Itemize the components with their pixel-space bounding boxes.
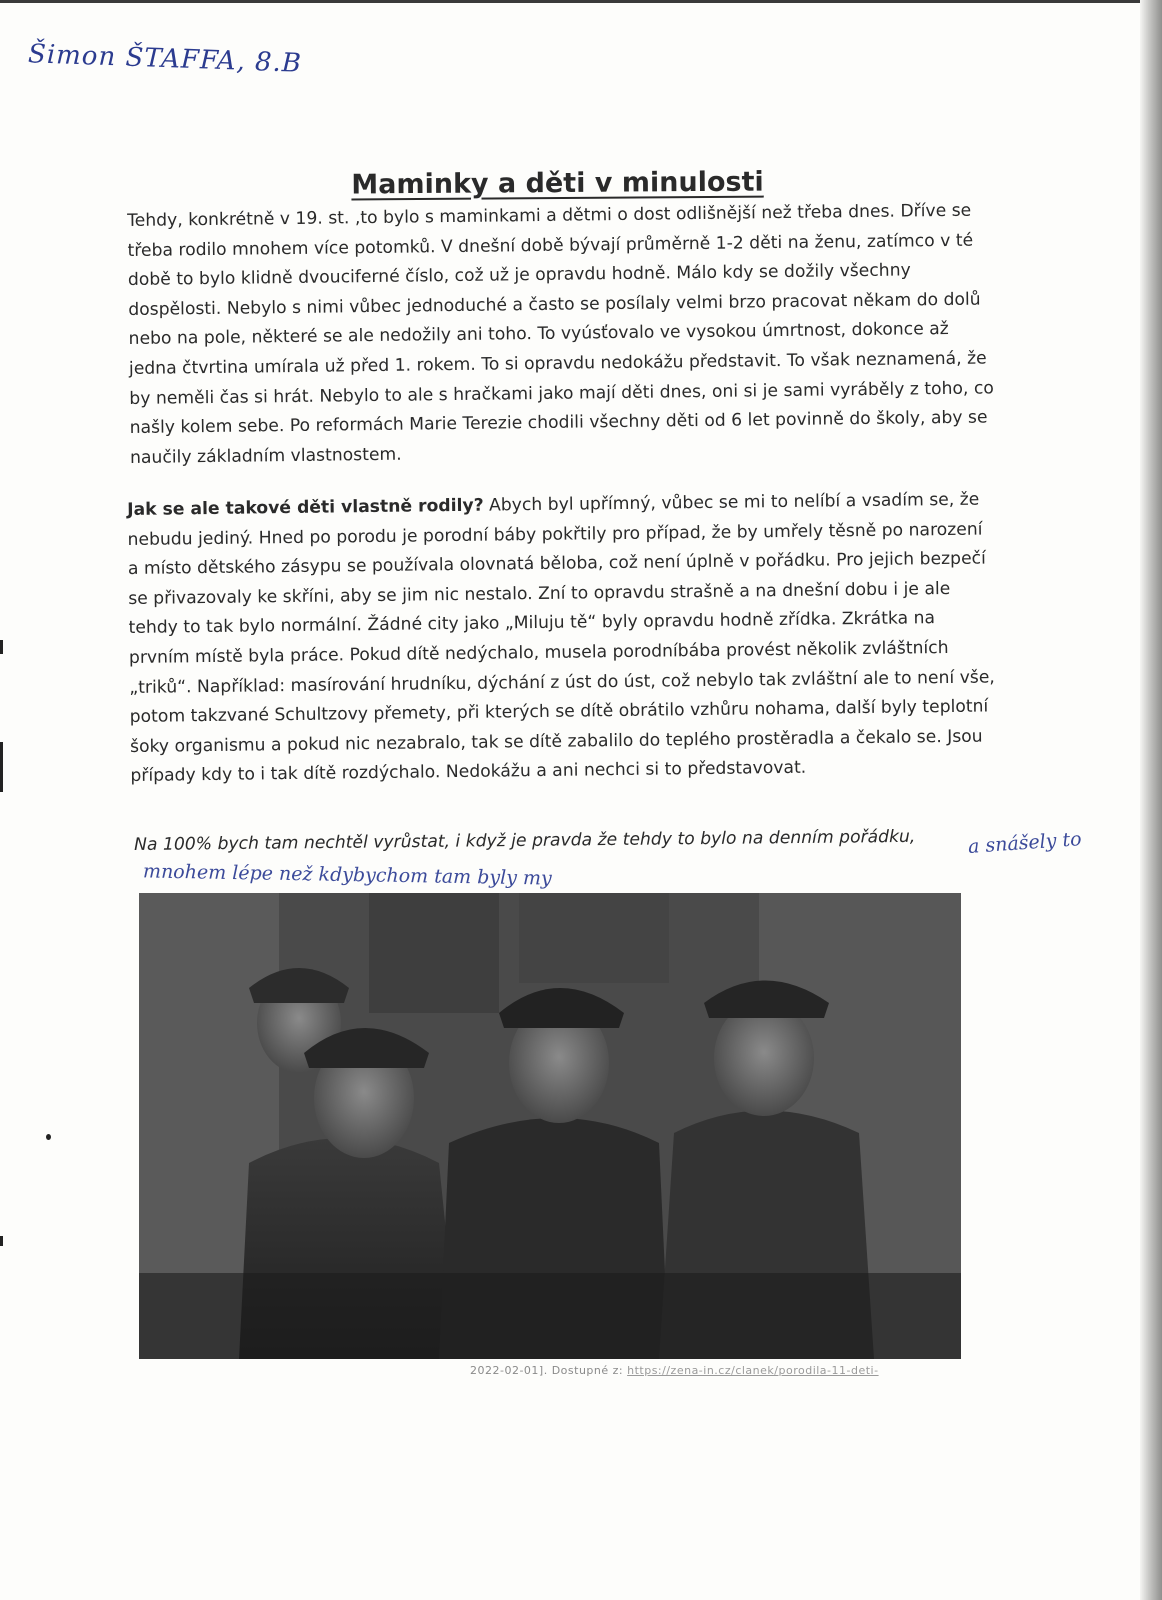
photo-illustration	[139, 893, 961, 1359]
paragraph-birth	[127, 485, 1001, 792]
handwritten-continuation-line: mnohem lépe než kdybychom tam byly my	[142, 860, 552, 890]
handwritten-continuation: a snášely to	[967, 828, 1083, 858]
paragraph-lead-question: Jak se ale takové děti vlastně rodily?	[127, 495, 484, 520]
document-title: Maminky a děti v minulosti	[351, 166, 764, 201]
scan-right-edge	[1140, 0, 1162, 1600]
paragraph-history: Tehdy, konkrétně v 19. st. ,to bylo s maminkami a dětmi o dost odlišnější než třeba dnes. Dříve se třeba rodilo mnohem více potomků. V dnešní době bývají průměrně 1-2 děti na ženu, zatímco v té době to bylo klidně dvouciferné číslo, což už je opravdu hodně. Málo kdy se dožily všechny dospělosti. Nebylo s nimi vůbec jednoduché a často se posílaly velmi brzo pracovat někam do dolů nebo na pole, některé se ale nedožily ani toho. To vyúsťovalo ve vysokou úmrtnost, dokonce až jedna čtvrtina umírala už před 1. rokem. To si opravdu nedokážu představit. To však neznamená, že by neměli čas si hrát. Nebylo to ale s hračkami jako mají děti dnes, oni si je sami vyráběly z toho, co našly kolem sebe. Po reformách Marie Terezie chodili všechny děti od 6 let povinně do školy, aby se naučily základním vlastnostem.	[127, 200, 994, 468]
handwritten-author-name: Šimon ŠTAFFA, 8.B	[27, 39, 303, 79]
scan-dot	[46, 1134, 51, 1140]
scan-mark	[0, 742, 3, 792]
conclusion-sentence: Na 100% bych tam nechtěl vyrůstat, i když je pravda že tehdy to bylo na denním pořádku,	[134, 826, 916, 855]
scan-top-border	[0, 0, 1162, 3]
photo-source-caption: 2022-02-01]. Dostupné z: https://zena-in.cz/clanek/porodila-11-deti-	[470, 1364, 879, 1377]
scan-mark	[0, 1236, 3, 1246]
scan-mark	[0, 640, 3, 654]
historical-photo-children	[139, 893, 961, 1359]
source-url: https://zena-in.cz/clanek/porodila-11-deti-	[627, 1364, 879, 1377]
paragraph-birth-body: Abych byl upřímný, vůbec se mi to nelíbí a vsadím se, že nebudu jediný. Hned po porodu je porodní báby pokřtily pro případ, že by umřely těsně po narození a místo dětského zásypu se používala olovnatá běloba, což není úplně v pořádku. Pro jejich bezpečí se přivazovaly ke skříni, aby se jim nic nestalo. Zní to opravdu strašně a na dnešní dobu i je ale tehdy to tak bylo normální. Žádné city jako „Miluju tě“ byly opravdu hodně zřídka. Zkrátka na prvním místě byla práce. Pokud dítě nedýchalo, musela porodníbába provést několik zvláštních „triků“. Například: masírování hrudníku, dýchání z úst do úst, což nebylo tak zvláštní ale to není vše, potom takzvané Schultzovy přemety, při kterých se dítě obrátilo vzhůru nohama, další byly teplotní šoky organismu a pokud nic nezabralo, tak se dítě zabalilo do teplého prostěradla a čekalo se. Jsou případy kdy to i tak dítě rozdýchalo. Nedokážu a ani nechci si to představovat.	[127, 489, 995, 787]
